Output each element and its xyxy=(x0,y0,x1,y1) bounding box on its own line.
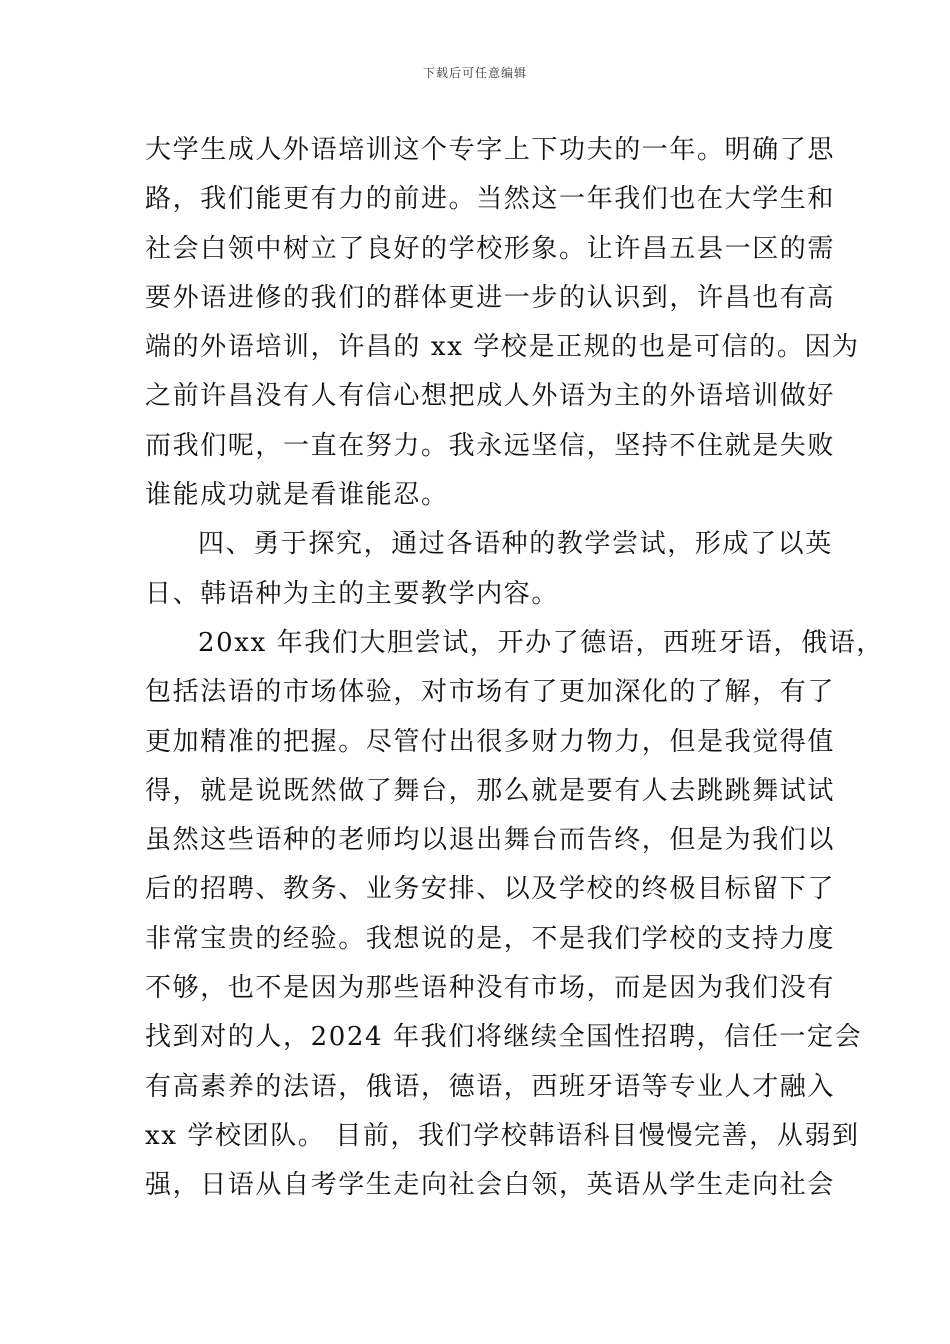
text-line: 包括法语的市场体验，对市场有了更加深化的了解，有了 xyxy=(145,677,836,708)
text-line: 非常宝贵的经验。我想说的是，不是我们学校的支持力度 xyxy=(145,923,836,954)
text-line: 要外语进修的我们的群体更进一步的认识到，许昌也有高 xyxy=(145,282,836,313)
text-line: 大学生成人外语培训这个专字上下功夫的一年。明确了思 xyxy=(145,135,836,165)
text-line: 有高素养的法语，俄语，德语，西班牙语等专业人才融入 xyxy=(145,1071,836,1102)
text-line: 强，日语从自考学生走向社会白领，英语从学生走向社会 xyxy=(145,1170,836,1201)
text-line: 端的外语培训，许昌的 xx 学校是正规的也是可信的。因为 xyxy=(145,332,860,363)
text-line: 日、韩语种为主的主要教学内容。 xyxy=(145,578,560,609)
text-line: 谁能成功就是看谁能忍。 xyxy=(145,480,449,511)
text-line: 社会白领中树立了良好的学校形象。让许昌五县一区的需 xyxy=(145,233,836,264)
page-header: 下载后可任意编辑 xyxy=(422,66,527,80)
text-line: 路，我们能更有力的前进。当然这一年我们也在大学生和 xyxy=(145,184,836,215)
body-text xyxy=(145,126,884,1211)
text-line: 之前许昌没有人有信心想把成人外语为主的外语培训做好 xyxy=(145,381,836,412)
text-line: xx 学校团队。 目前，我们学校韩语科目慢慢完善，从弱到 xyxy=(145,1120,860,1151)
section-heading-line: 四、勇于探究，通过各语种的教学尝试，形成了以英 xyxy=(198,529,833,560)
text-line: 不够，也不是因为那些语种没有市场，而是因为我们没有 xyxy=(145,973,836,1004)
text-line: 更加精准的把握。尽管付出很多财力物力，但是我觉得值 xyxy=(145,726,836,757)
paragraph-start-line: 20xx 年我们大胆尝试，开办了德语，西班牙语，俄语， xyxy=(198,627,884,658)
text-line: 虽然这些语种的老师均以退出舞台而告终，但是为我们以 xyxy=(145,825,836,856)
text-line: 得，就是说既然做了舞台，那么就是要有人去跳跳舞试试 xyxy=(145,775,836,806)
text-line: 找到对的人，2024 年我们将继续全国性招聘，信任一定会 xyxy=(145,1022,863,1053)
text-line: 而我们呢，一直在努力。我永远坚信，坚持不住就是失败 xyxy=(145,430,836,461)
text-line: 后的招聘、教务、业务安排、以及学校的终极目标留下了 xyxy=(145,874,836,905)
